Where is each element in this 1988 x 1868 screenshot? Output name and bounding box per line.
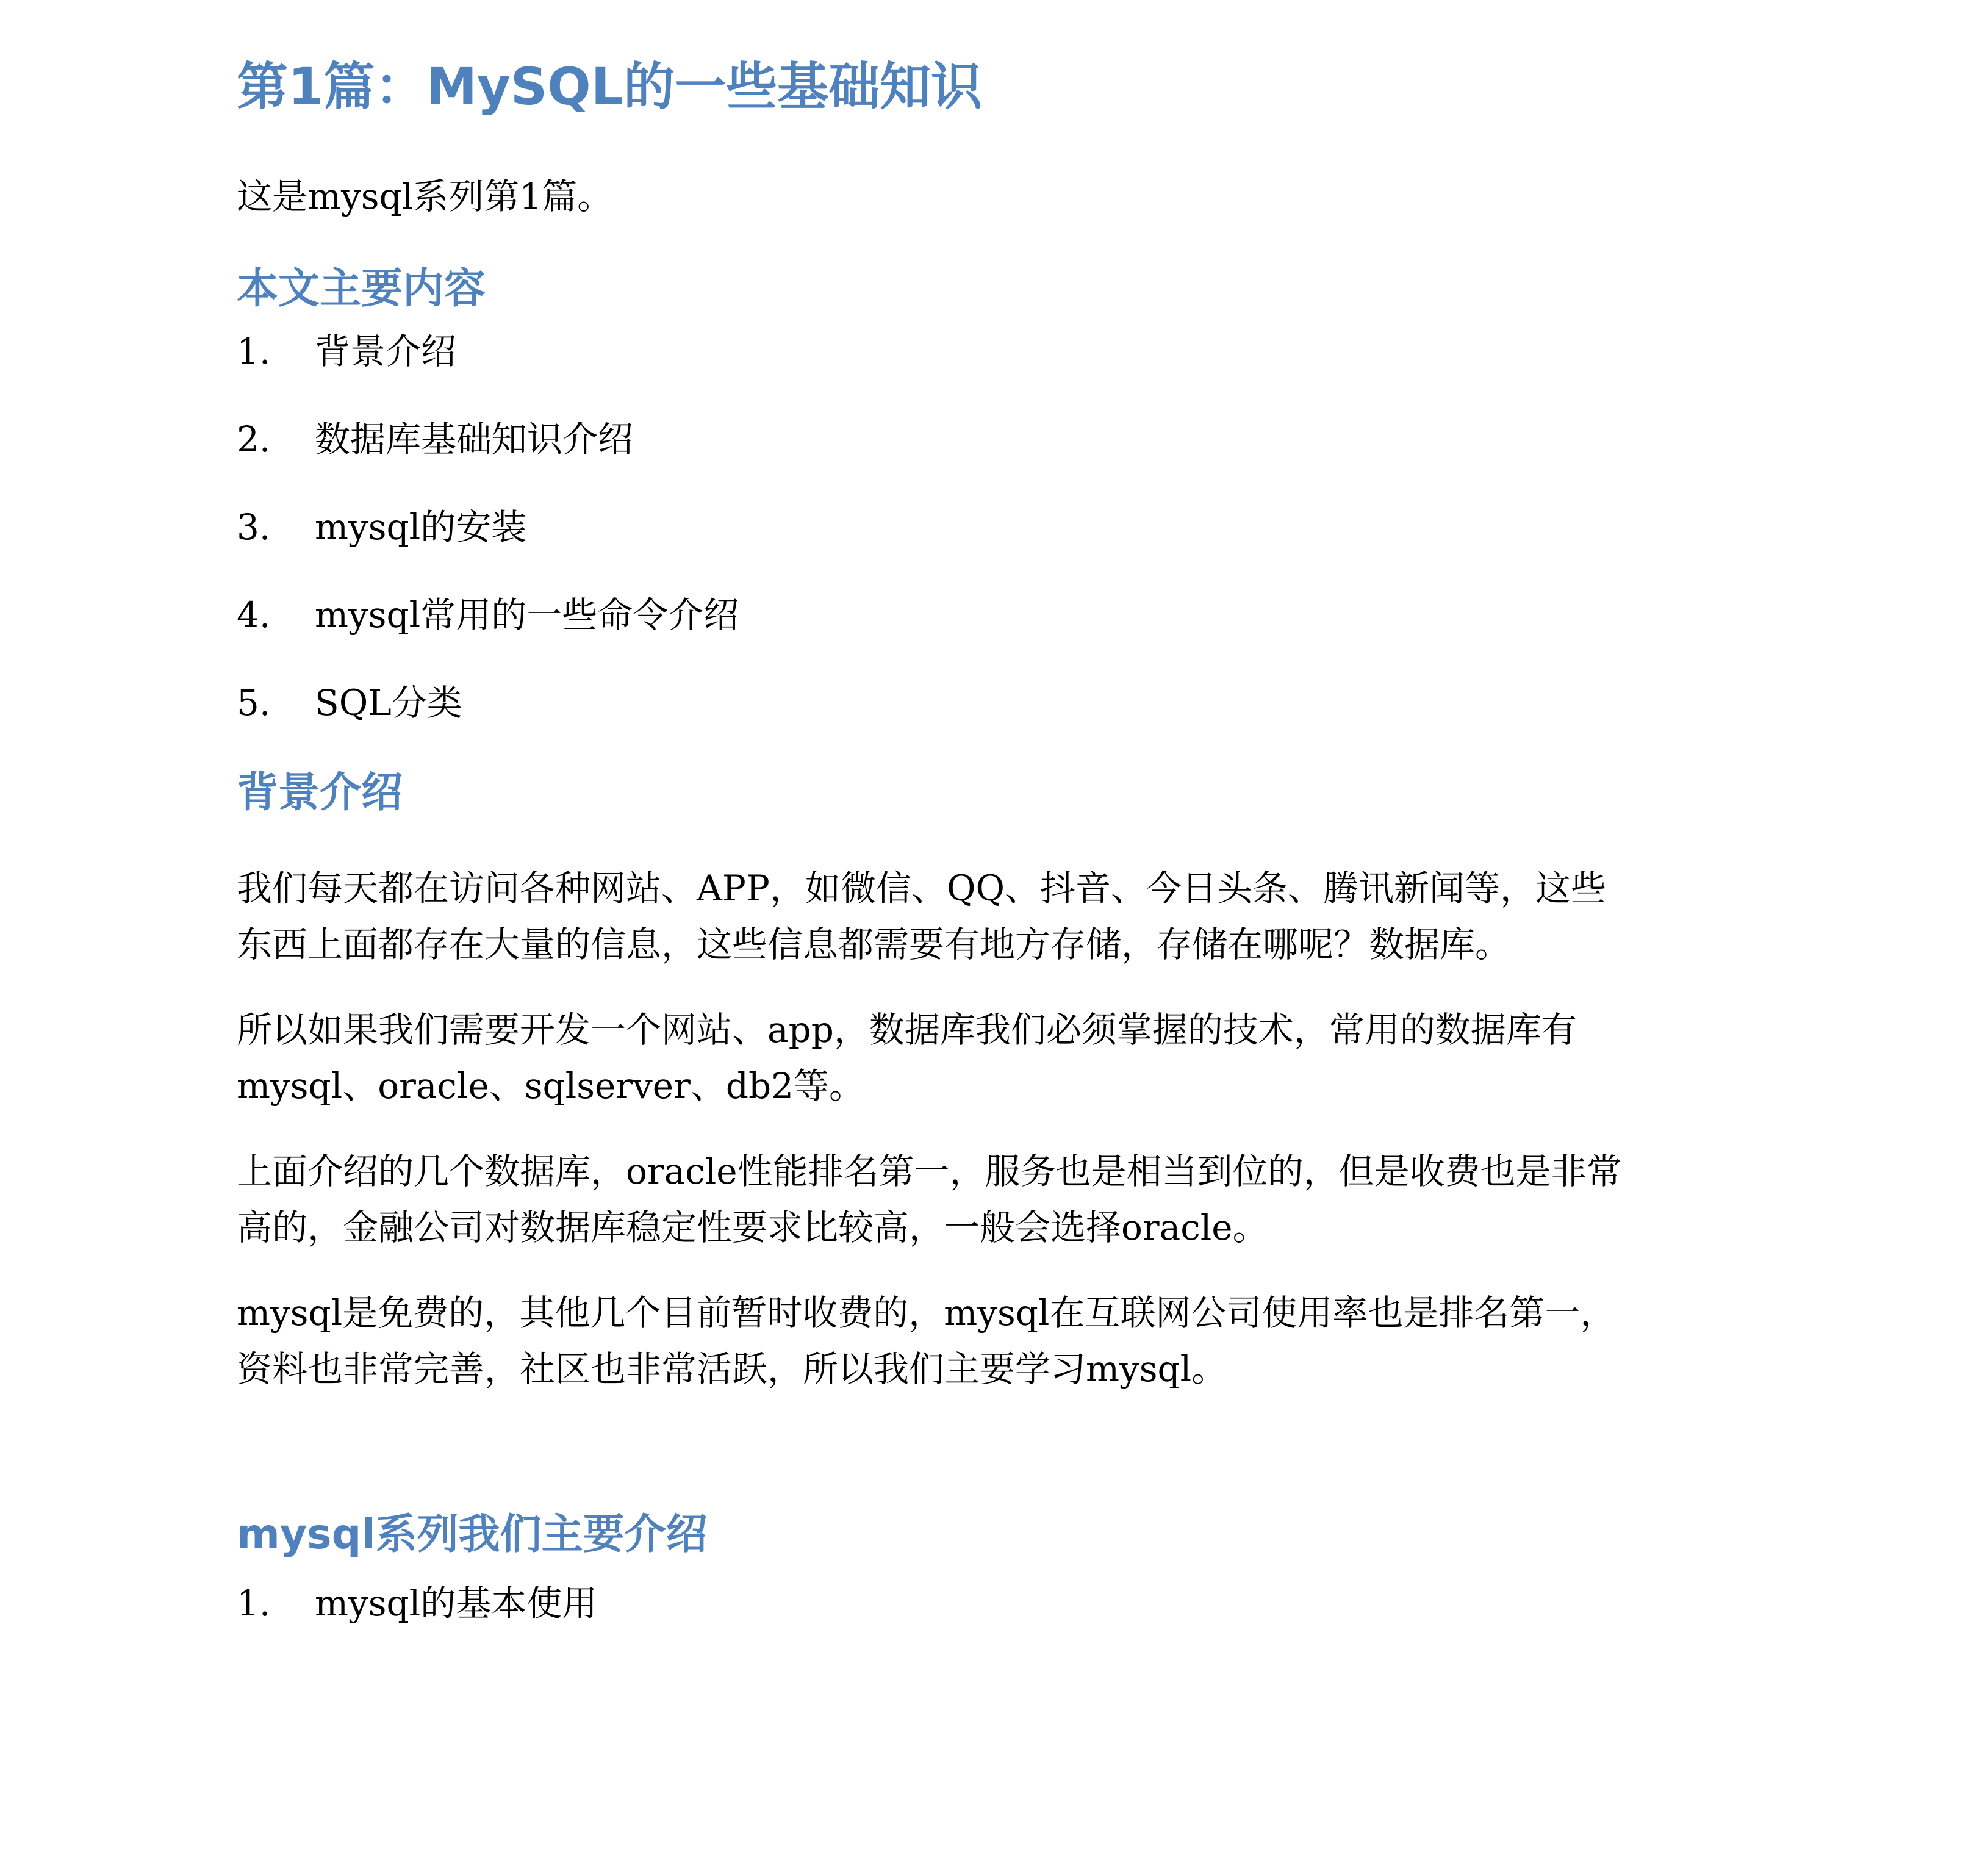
paragraph-line: 东西上面都存在大量的信息，这些信息都需要有地方存储，存储在哪呢？数据库。: [237, 924, 1511, 965]
list-text: 数据库基础知识介绍: [315, 419, 634, 460]
list-text: 背景介绍: [315, 331, 457, 372]
list-number: 1.: [237, 331, 271, 372]
list-number: 1.: [237, 1582, 271, 1624]
document-title: 第1篇：MySQL的一些基础知识: [237, 57, 983, 117]
background-paragraph-1: [237, 860, 1606, 972]
list-text: SQL分类: [315, 682, 462, 724]
contents-heading: 本文主要内容: [237, 265, 486, 313]
list-number: 3.: [237, 506, 271, 548]
intro-paragraph: 这是mysql系列第1篇。: [237, 176, 613, 217]
list-text: mysql的安装: [315, 506, 527, 548]
background-paragraph-2: [237, 1002, 1577, 1114]
paragraph-line: mysql、oracle、sqlserver、db2等。: [237, 1065, 865, 1107]
background-paragraph-4: [237, 1285, 1615, 1397]
paragraph-line: 高的，金融公司对数据库稳定性要求比较高，一般会选择oracle。: [237, 1207, 1268, 1248]
list-number: 4.: [237, 594, 271, 636]
background-heading: 背景介绍: [237, 769, 403, 817]
paragraph-line: mysql是免费的，其他几个目前暂时收费的，mysql在互联网公司使用率也是排名第一，: [237, 1292, 1616, 1334]
background-paragraph-3: [237, 1143, 1622, 1256]
list-text: mysql常用的一些命令介绍: [315, 594, 739, 636]
paragraph-line: 上面介绍的几个数据库，oracle性能排名第一，服务也是相当到位的，但是收费也是非常: [237, 1151, 1622, 1192]
paragraph-line: 我们每天都在访问各种网站、APP，如微信、QQ、抖音、今日头条、腾讯新闻等，这些: [237, 868, 1607, 909]
series-heading: mysql系列我们主要介绍: [237, 1511, 708, 1559]
list-text: mysql的基本使用: [315, 1582, 598, 1624]
paragraph-line: 资料也非常完善，社区也非常活跃，所以我们主要学习mysql。: [237, 1348, 1227, 1390]
list-number: 5.: [237, 682, 271, 724]
list-number: 2.: [237, 419, 271, 460]
paragraph-line: 所以如果我们需要开发一个网站、app，数据库我们必须掌握的技术，常用的数据库有: [237, 1009, 1577, 1051]
